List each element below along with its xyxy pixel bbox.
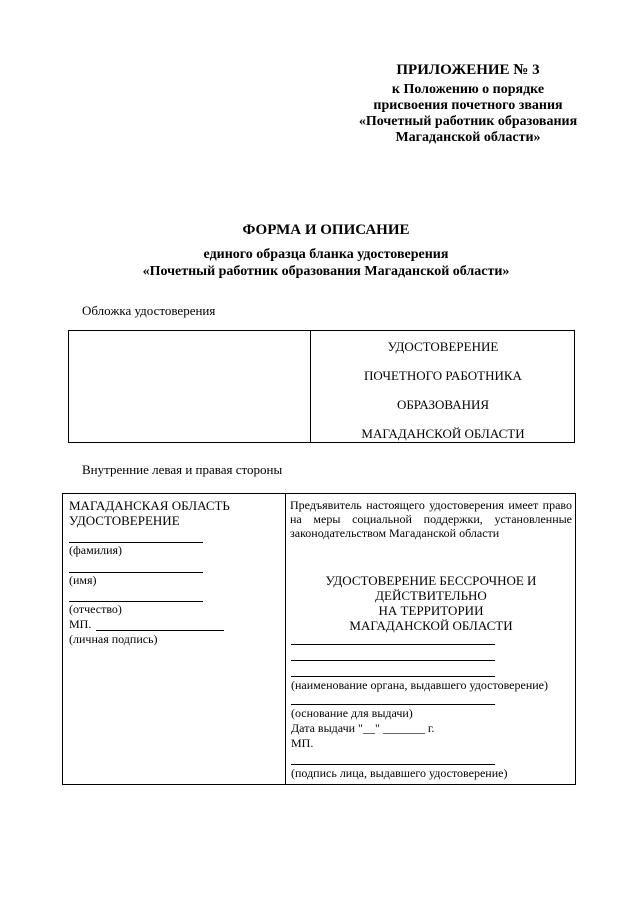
cover-line: МАГАДАНСКОЙ ОБЛАСТИ — [361, 426, 525, 441]
appendix-line: Магаданской области» — [395, 130, 541, 145]
signer-caption: (подпись лица, выдавшего удостоверение) — [291, 766, 508, 780]
left-stamp: МП. — [69, 617, 92, 631]
inner-table — [62, 493, 576, 785]
surname-caption: (фамилия) — [69, 543, 123, 557]
cover-line: ПОЧЕТНОГО РАБОТНИКА — [364, 368, 522, 383]
cover-line: ОБРАЗОВАНИЯ — [396, 397, 490, 412]
appendix-line: «Почетный работник образования — [358, 114, 578, 129]
inner-divider — [285, 494, 286, 784]
title-sub2: «Почетный работник образования Магаданской области» — [142, 264, 510, 279]
issue-date: Дата выдачи "__" _______ г. — [291, 721, 435, 735]
basis-caption: (основание для выдачи) — [291, 706, 413, 720]
validity-line: УДОСТОВЕРЕНИЕ БЕССРОЧНОЕ И — [325, 573, 537, 588]
cover-section-label: Обложка удостоверения — [82, 303, 216, 318]
signature-line — [96, 630, 224, 631]
appendix-line: к Положению о порядке — [391, 82, 545, 97]
issuer-line — [291, 676, 495, 677]
validity-line: МАГАДАНСКОЙ ОБЛАСТИ — [349, 618, 513, 633]
name-caption: (имя) — [69, 573, 97, 587]
document-title — [60, 220, 592, 280]
left-region: МАГАДАНСКАЯ ОБЛАСТЬ — [69, 498, 230, 513]
appendix-block — [318, 62, 618, 146]
patronymic-caption: (отчество) — [69, 602, 122, 616]
title-main: ФОРМА И ОПИСАНИЕ — [242, 222, 410, 238]
rights-paragraph: Предъявитель настоящего удостоверения имеет право на меры социальной поддержки, установленные законодательством Магаданской области — [290, 498, 572, 540]
left-doc-type: УДОСТОВЕРЕНИЕ — [69, 513, 180, 528]
signature-caption: (личная подпись) — [69, 632, 158, 646]
validity-line: ДЕЙСТВИТЕЛЬНО — [375, 588, 487, 603]
right-stamp: МП. — [291, 736, 314, 750]
appendix-heading: ПРИЛОЖЕНИЕ № 3 — [396, 62, 540, 78]
appendix-line: присвоения почетного звания — [373, 98, 563, 113]
validity-block — [291, 573, 571, 633]
cover-table — [68, 330, 575, 443]
issuer-caption: (наименование органа, выдавшего удостоверение) — [291, 678, 548, 692]
title-sub1: единого образца бланка удостоверения — [203, 247, 449, 262]
issuer-line — [291, 644, 495, 645]
issuer-line — [291, 660, 495, 661]
cover-line: УДОСТОВЕРЕНИЕ — [387, 339, 499, 354]
validity-line: НА ТЕРРИТОРИИ — [378, 603, 484, 618]
inner-section-label: Внутренние левая и правая стороны — [82, 462, 283, 477]
basis-line — [291, 704, 495, 705]
signer-line — [291, 764, 495, 765]
